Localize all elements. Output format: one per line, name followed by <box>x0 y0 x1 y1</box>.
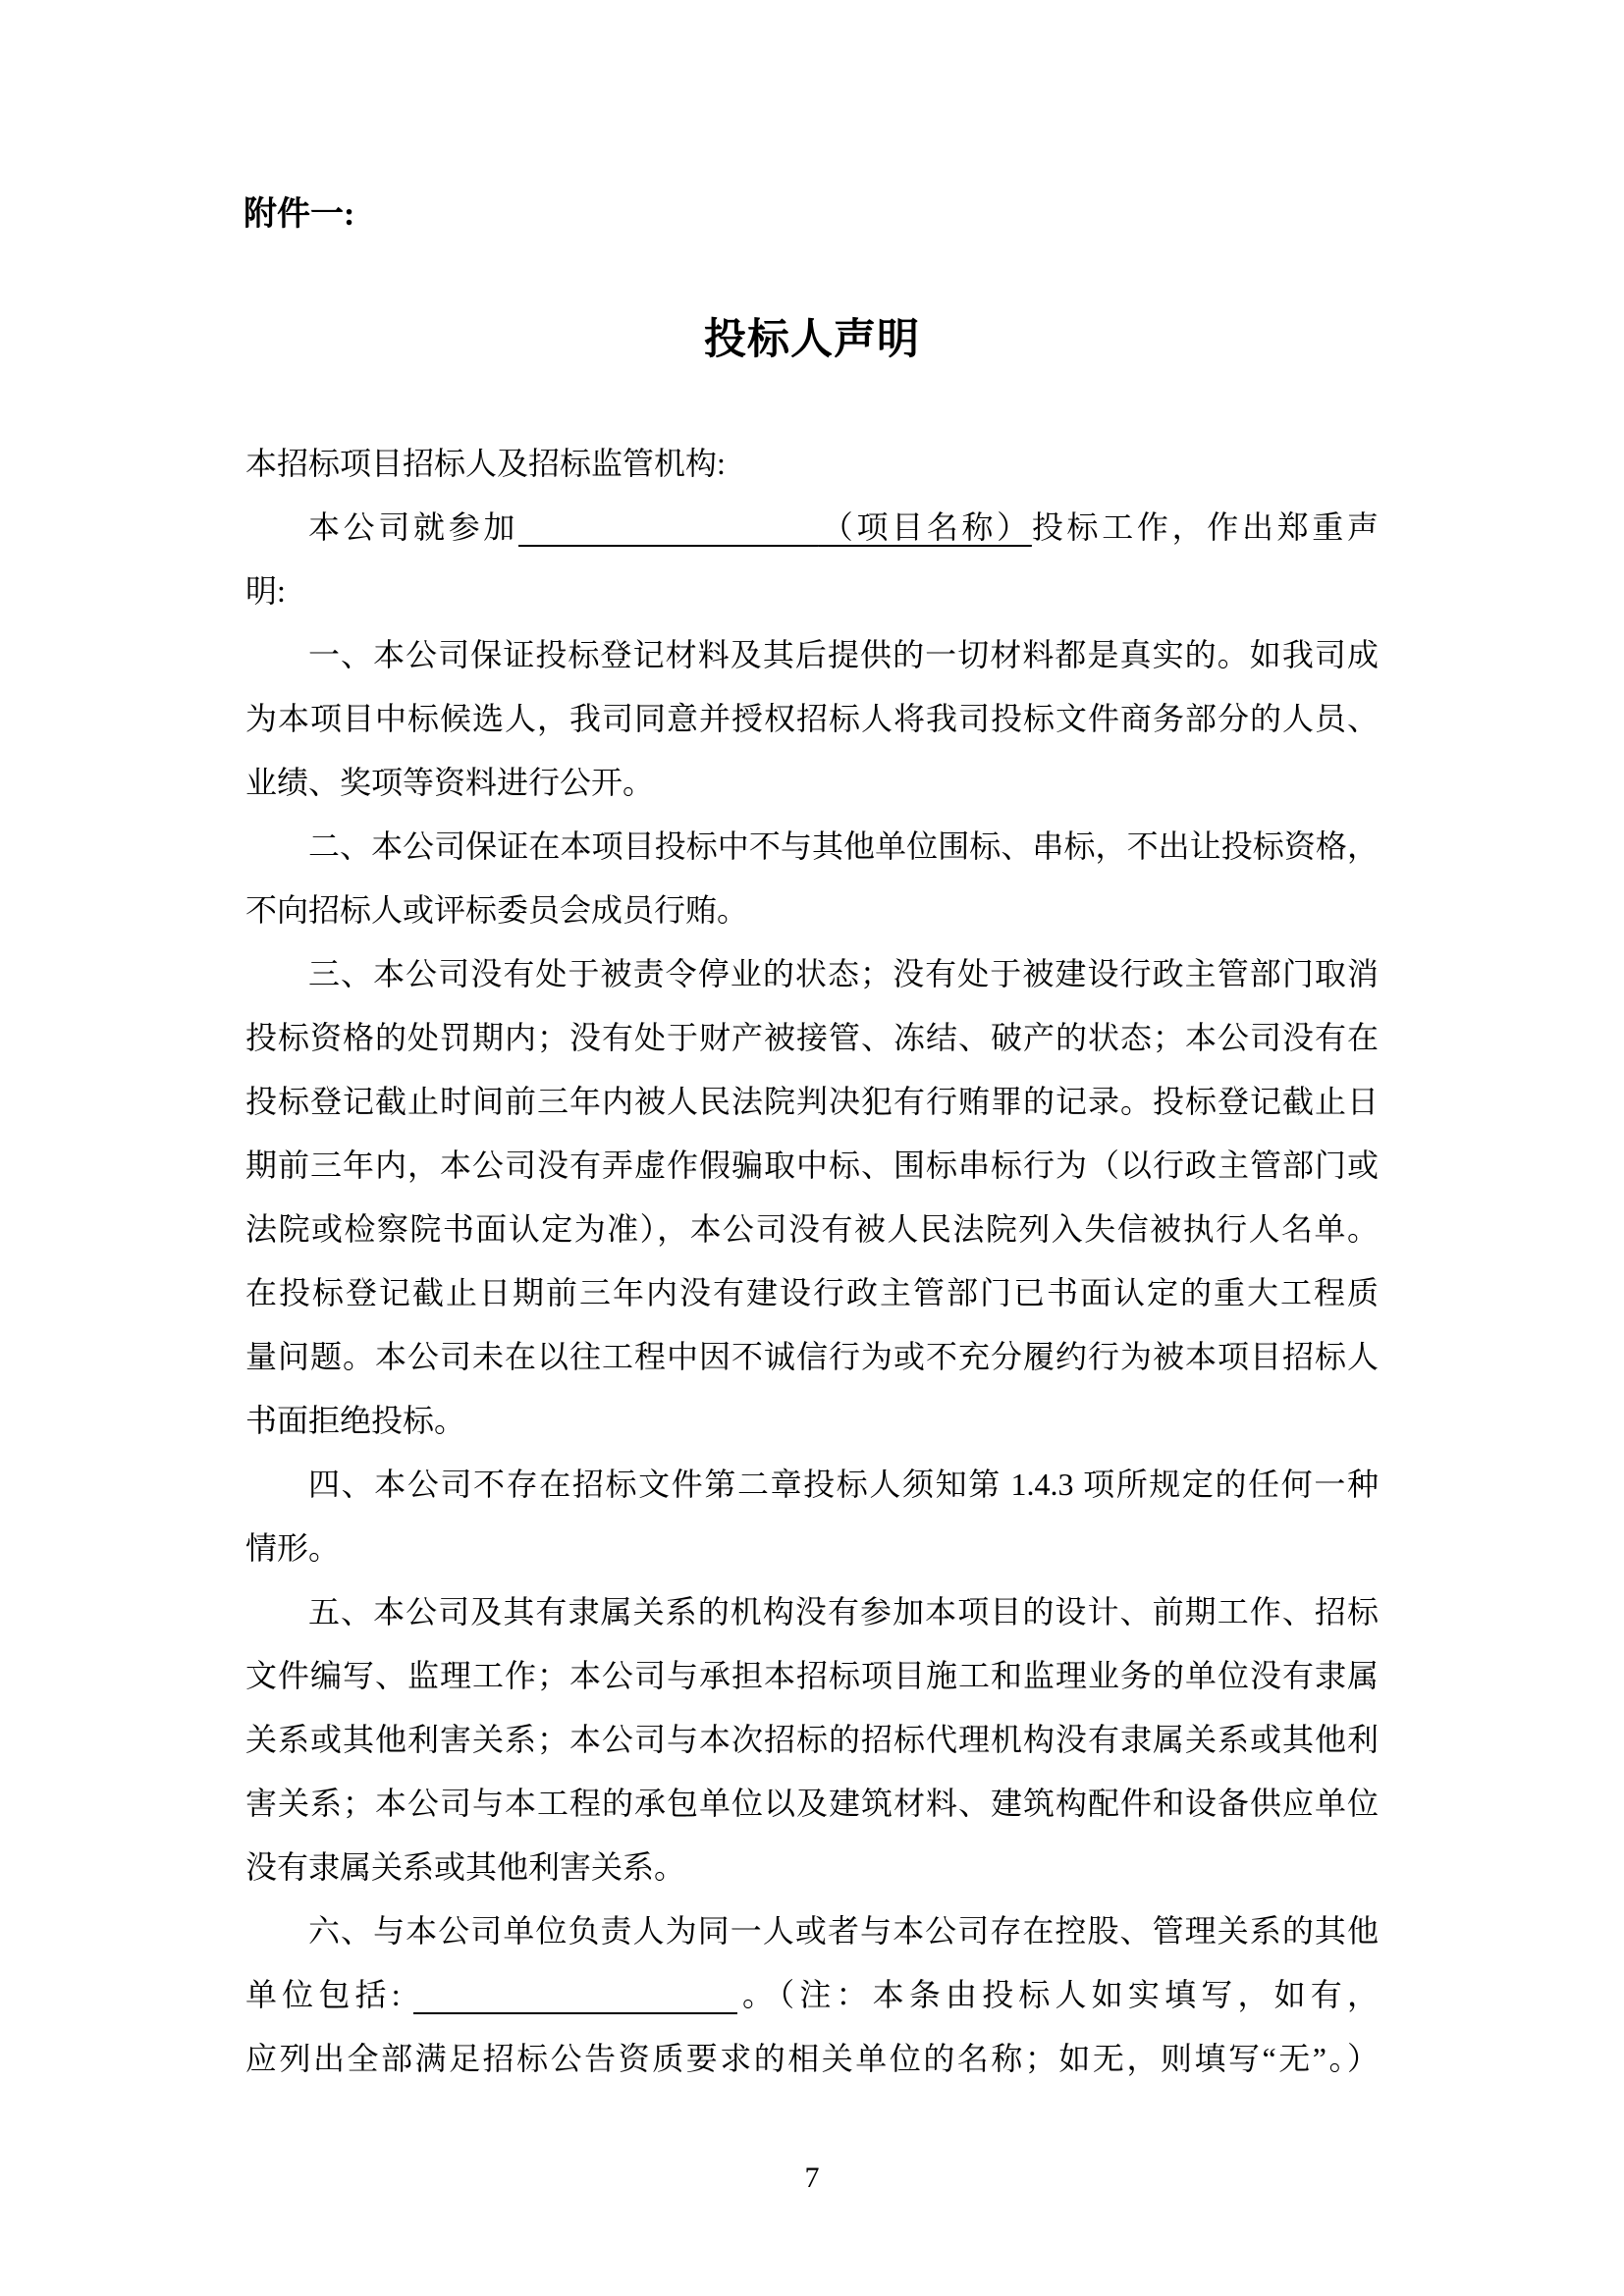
blank-underline-field <box>518 545 818 547</box>
text-run: 五、本公司及其有隶属关系的机构没有参加本项目的设计、前期工作、招标 <box>308 1594 1379 1629</box>
page-number: 7 <box>804 2162 820 2194</box>
text-line <box>245 1836 1379 1899</box>
text-run: 书面拒绝投标。 <box>245 1403 466 1438</box>
text-line <box>245 623 1379 687</box>
text-line <box>245 942 1379 1006</box>
text-run: 投标登记截止时间前三年内被人民法院判决犯有行贿罪的记录。投标登记截止日 <box>245 1084 1379 1119</box>
text-line <box>245 1899 1379 1963</box>
text-line <box>245 1070 1379 1134</box>
text-line <box>245 815 1379 879</box>
text-run: 六、与本公司单位负责人为同一人或者与本公司存在控股、管理关系的其他 <box>308 1913 1379 1949</box>
text-line <box>245 1708 1379 1772</box>
text-run: 在投标登记截止日期前三年内没有建设行政主管部门已书面认定的重大工程质 <box>245 1275 1379 1310</box>
document-body <box>245 432 1379 2091</box>
blank-underline-field <box>413 2012 737 2014</box>
text-run: 应列出全部满足招标公告资质要求的相关单位的名称；如无，则填写“无”。） <box>245 2041 1379 2076</box>
text-run: 单位包括: <box>245 1977 413 2012</box>
text-line <box>245 1963 1379 2027</box>
text-line <box>245 1580 1379 1644</box>
text-line <box>245 1325 1379 1389</box>
text-run: 明: <box>245 573 286 609</box>
text-line <box>245 1517 1379 1580</box>
text-run: 法院或检察院书面认定为准），本公司没有被人民法院列入失信被执行人名单。 <box>245 1211 1379 1247</box>
text-run: 文件编写、监理工作；本公司与承担本招标项目施工和监理业务的单位没有隶属 <box>245 1658 1379 1693</box>
text-line <box>245 1389 1379 1453</box>
text-line <box>245 751 1379 815</box>
text-run: 不向招标人或评标委员会成员行贿。 <box>245 892 749 928</box>
text-run: 害关系；本公司与本工程的承包单位以及建筑材料、建筑构配件和设备供应单位 <box>245 1786 1379 1821</box>
text-line <box>245 1261 1379 1325</box>
text-line <box>245 496 1379 560</box>
text-run: 量问题。本公司未在以往工程中因不诚信行为或不充分履约行为被本项目招标人 <box>245 1339 1379 1374</box>
text-run: 二、本公司保证在本项目投标中不与其他单位围标、串标，不出让投标资格， <box>308 828 1379 864</box>
text-run: 四、本公司不存在招标文件第二章投标人须知第 1.4.3 项所规定的任何一种 <box>308 1467 1379 1502</box>
text-run: 期前三年内，本公司没有弄虚作假骗取中标、围标串标行为（以行政主管部门或 <box>245 1148 1379 1183</box>
text-run: 关系或其他利害关系；本公司与本次招标的招标代理机构没有隶属关系或其他利 <box>245 1722 1379 1757</box>
document-title: 投标人声明 <box>704 317 920 363</box>
text-run: 一、本公司保证投标登记材料及其后提供的一切材料都是真实的。如我司成 <box>308 637 1379 672</box>
text-run: 没有隶属关系或其他利害关系。 <box>245 1849 686 1885</box>
text-run: 业绩、奖项等资料进行公开。 <box>245 765 655 800</box>
text-run: 投标工作，作出郑重声 <box>1031 509 1379 545</box>
text-line <box>245 2027 1379 2091</box>
text-line <box>245 432 1379 496</box>
text-run: 三、本公司没有处于被责令停业的状态；没有处于被建设行政主管部门取消 <box>308 956 1379 991</box>
text-run: 。（注：本条由投标人如实填写，如有， <box>736 1977 1379 2012</box>
text-run: 本公司就参加 <box>308 509 519 545</box>
text-run: （项目名称） <box>818 509 1032 545</box>
text-line <box>245 1644 1379 1708</box>
text-run: 情形。 <box>245 1530 341 1566</box>
attachment-label: 附件一: <box>244 196 355 233</box>
text-line <box>245 1134 1379 1198</box>
text-line <box>245 1198 1379 1261</box>
text-line <box>245 560 1379 623</box>
text-line <box>245 687 1379 751</box>
text-line <box>245 1453 1379 1517</box>
text-line <box>245 1772 1379 1836</box>
text-line <box>245 1006 1379 1070</box>
text-run: 投标资格的处罚期内；没有处于财产被接管、冻结、破产的状态；本公司没有在 <box>245 1020 1379 1055</box>
text-run: 为本项目中标候选人，我司同意并授权招标人将我司投标文件商务部分的人员、 <box>245 701 1379 736</box>
text-line <box>245 879 1379 942</box>
text-run: 本招标项目招标人及招标监管机构: <box>245 446 726 481</box>
